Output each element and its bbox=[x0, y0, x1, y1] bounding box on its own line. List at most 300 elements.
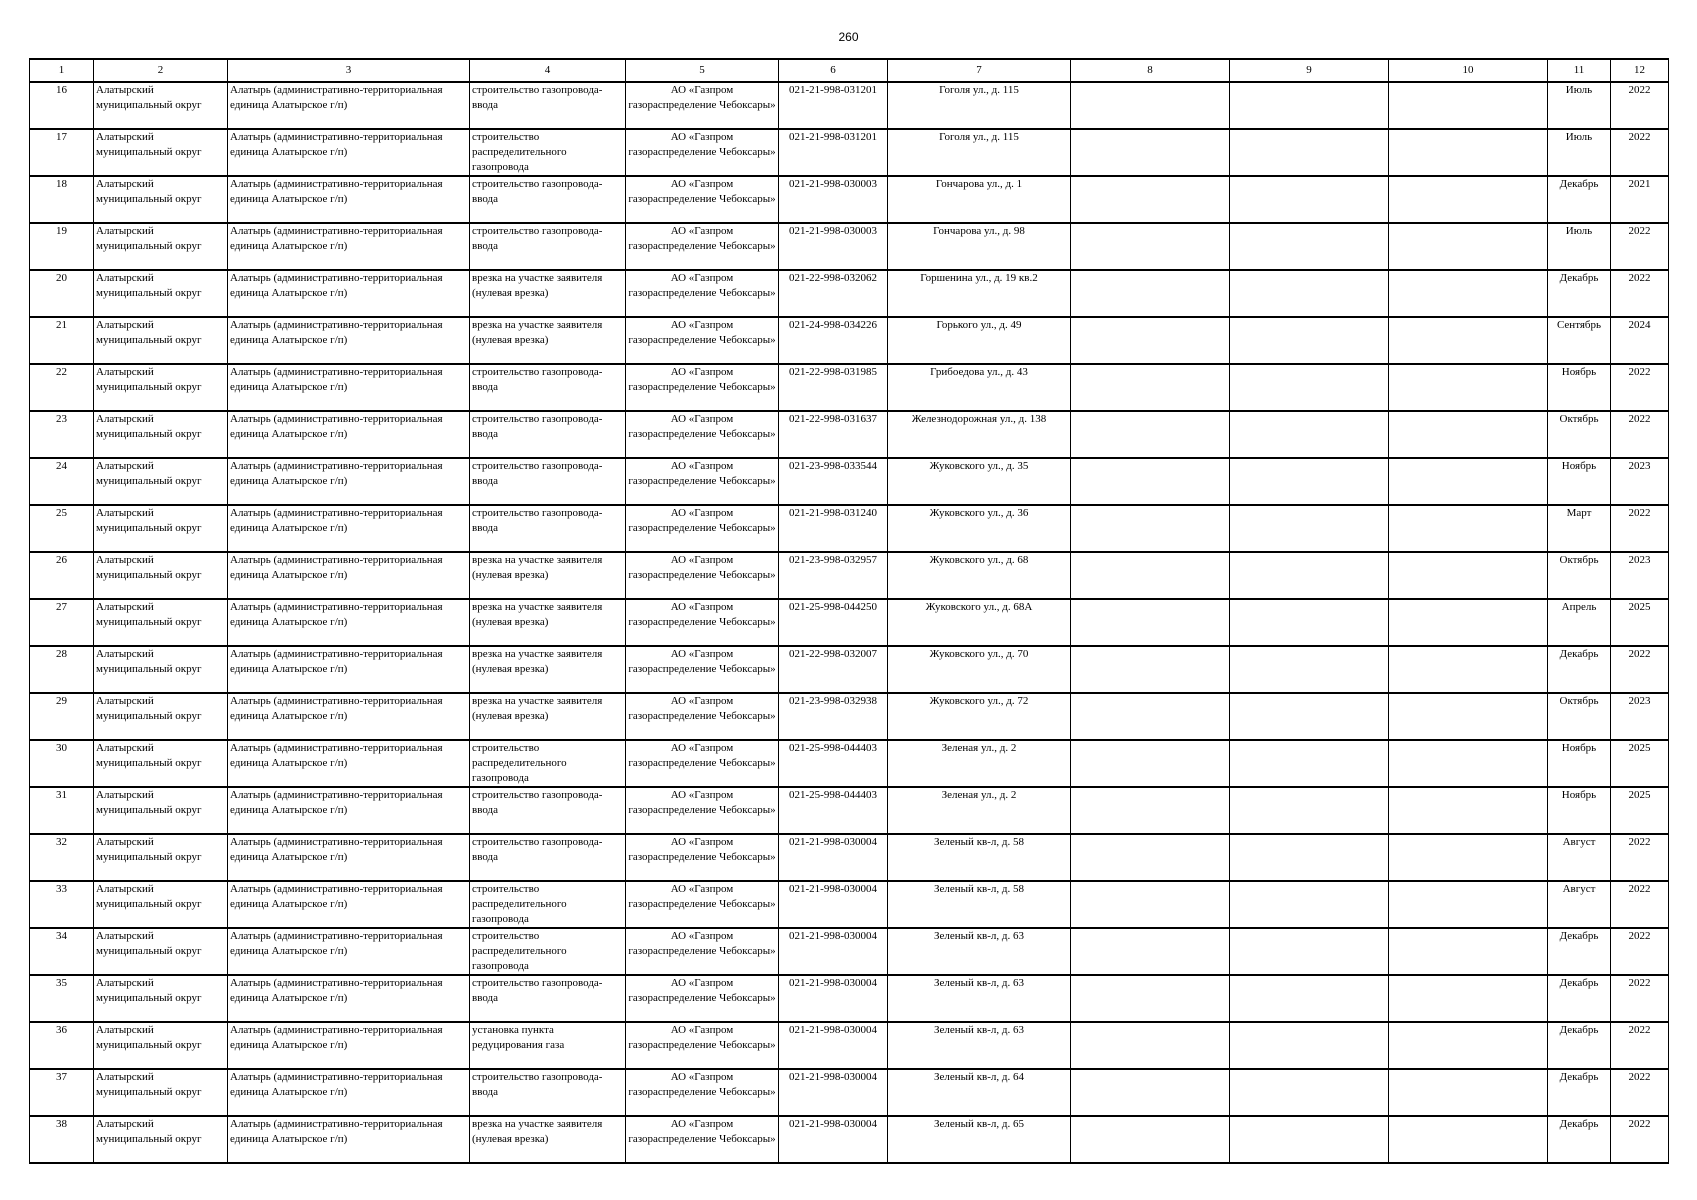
row-number-text: 33 bbox=[56, 883, 67, 895]
column-8-cell-text bbox=[1073, 412, 1227, 457]
address-cell-text: Жуковского ул., д. 70 bbox=[929, 648, 1029, 660]
work-type-cell-text: строительство распределительного газопровода bbox=[472, 883, 567, 925]
organization-cell-text: АО «Газпром газораспределение Чебоксары» bbox=[628, 178, 776, 205]
address-cell-text: Зеленый кв-л, д. 63 bbox=[934, 977, 1024, 989]
column-9-cell-text bbox=[1232, 1070, 1386, 1115]
work-type-cell-text: врезка на участке заявителя (нулевая врезка) bbox=[472, 695, 603, 722]
column-10-cell bbox=[1389, 270, 1548, 317]
row-number bbox=[30, 787, 94, 834]
address-cell bbox=[888, 317, 1071, 364]
district-cell-text: Алатырский муниципальный округ bbox=[96, 366, 202, 393]
column-10-cell-text bbox=[1391, 318, 1545, 363]
work-type-cell bbox=[470, 1022, 626, 1069]
month-cell-text: Декабрь bbox=[1559, 1024, 1599, 1036]
locality-cell-text: Алатырь (административно-территориальная единица Алатырское г/п) bbox=[230, 225, 443, 252]
locality-cell bbox=[228, 129, 470, 176]
table-row bbox=[30, 599, 1669, 646]
year-cell-text: 2023 bbox=[1628, 460, 1651, 472]
column-10-cell-text bbox=[1391, 224, 1545, 269]
year-cell-text: 2024 bbox=[1628, 319, 1651, 331]
table-row bbox=[30, 1022, 1669, 1069]
column-9-cell-text bbox=[1232, 130, 1386, 175]
organization-cell bbox=[626, 975, 779, 1022]
request-code-cell-text: 021-21-998-031201 bbox=[789, 131, 877, 143]
district-cell-text: Алатырский муниципальный округ bbox=[96, 507, 202, 534]
district-cell bbox=[94, 552, 228, 599]
row-number bbox=[30, 599, 94, 646]
row-number-text: 19 bbox=[56, 225, 67, 237]
locality-cell bbox=[228, 975, 470, 1022]
table-row bbox=[30, 693, 1669, 740]
address-cell-text: Жуковского ул., д. 68А bbox=[925, 601, 1033, 613]
month-cell-text: Июль bbox=[1565, 84, 1593, 96]
column-10-cell bbox=[1389, 646, 1548, 693]
address-cell bbox=[888, 223, 1071, 270]
row-number-text: 23 bbox=[56, 413, 67, 425]
row-number bbox=[30, 646, 94, 693]
month-cell bbox=[1548, 599, 1611, 646]
year-cell-text: 2022 bbox=[1628, 1071, 1651, 1083]
table-row bbox=[30, 1069, 1669, 1116]
row-number bbox=[30, 364, 94, 411]
column-10-cell bbox=[1389, 975, 1548, 1022]
locality-cell bbox=[228, 270, 470, 317]
work-type-cell bbox=[470, 552, 626, 599]
column-10-cell bbox=[1389, 458, 1548, 505]
year-cell-text: 2021 bbox=[1628, 178, 1651, 190]
request-code-cell-text: 021-21-998-031201 bbox=[789, 84, 877, 96]
locality-cell-text: Алатырь (административно-территориальная единица Алатырское г/п) bbox=[230, 413, 443, 440]
column-8-cell bbox=[1071, 364, 1230, 411]
year-cell bbox=[1611, 834, 1669, 881]
organization-cell bbox=[626, 646, 779, 693]
table-row bbox=[30, 505, 1669, 552]
row-number-text: 22 bbox=[56, 366, 67, 378]
work-type-cell-text: строительство газопровода-ввода bbox=[472, 977, 603, 1004]
month-cell bbox=[1548, 834, 1611, 881]
column-8-cell-text bbox=[1073, 647, 1227, 692]
work-type-cell-text: врезка на участке заявителя (нулевая врезка) bbox=[472, 1118, 603, 1145]
column-8-cell-text bbox=[1073, 224, 1227, 269]
request-code-cell bbox=[779, 740, 888, 787]
district-cell-text: Алатырский муниципальный округ bbox=[96, 883, 202, 910]
district-cell bbox=[94, 928, 228, 975]
district-cell-text: Алатырский муниципальный округ bbox=[96, 742, 202, 769]
column-9-cell-text bbox=[1232, 741, 1386, 786]
address-cell bbox=[888, 129, 1071, 176]
row-number bbox=[30, 317, 94, 364]
organization-cell bbox=[626, 1116, 779, 1163]
column-9-cell bbox=[1230, 834, 1389, 881]
organization-cell bbox=[626, 693, 779, 740]
work-type-cell bbox=[470, 411, 626, 458]
locality-cell-text: Алатырь (административно-территориальная единица Алатырское г/п) bbox=[230, 789, 443, 816]
column-9-cell-text bbox=[1232, 1023, 1386, 1068]
request-code-cell bbox=[779, 411, 888, 458]
locality-cell-text: Алатырь (административно-территориальная единица Алатырское г/п) bbox=[230, 507, 443, 534]
organization-cell-text: АО «Газпром газораспределение Чебоксары» bbox=[628, 695, 776, 722]
row-number-text: 32 bbox=[56, 836, 67, 848]
column-9-cell bbox=[1230, 599, 1389, 646]
request-code-cell bbox=[779, 505, 888, 552]
locality-cell bbox=[228, 82, 470, 129]
month-cell-text: Ноябрь bbox=[1561, 789, 1597, 801]
address-cell bbox=[888, 270, 1071, 317]
district-cell bbox=[94, 834, 228, 881]
locality-cell-text: Алатырь (административно-территориальная единица Алатырское г/п) bbox=[230, 554, 443, 581]
column-9-cell bbox=[1230, 1116, 1389, 1163]
district-cell bbox=[94, 458, 228, 505]
column-9-cell-text bbox=[1232, 929, 1386, 974]
address-cell-text: Зеленый кв-л, д. 58 bbox=[934, 836, 1024, 848]
column-8-cell bbox=[1071, 82, 1230, 129]
district-cell bbox=[94, 129, 228, 176]
work-type-cell-text: врезка на участке заявителя (нулевая врезка) bbox=[472, 319, 603, 346]
locality-cell bbox=[228, 881, 470, 928]
column-9-cell bbox=[1230, 82, 1389, 129]
request-code-cell bbox=[779, 129, 888, 176]
column-8-cell bbox=[1071, 552, 1230, 599]
year-cell-text: 2022 bbox=[1628, 648, 1651, 660]
address-cell-text: Жуковского ул., д. 68 bbox=[929, 554, 1029, 566]
organization-cell bbox=[626, 129, 779, 176]
year-cell bbox=[1611, 270, 1669, 317]
work-type-cell bbox=[470, 834, 626, 881]
row-number-text: 27 bbox=[56, 601, 67, 613]
column-8-cell bbox=[1071, 787, 1230, 834]
column-header-3: 3 bbox=[228, 59, 470, 82]
column-9-cell bbox=[1230, 411, 1389, 458]
row-number-text: 21 bbox=[56, 319, 67, 331]
district-cell bbox=[94, 1116, 228, 1163]
column-10-cell bbox=[1389, 693, 1548, 740]
column-8-cell-text bbox=[1073, 553, 1227, 598]
locality-cell-text: Алатырь (административно-территориальная единица Алатырское г/п) bbox=[230, 319, 443, 346]
district-cell-text: Алатырский муниципальный округ bbox=[96, 319, 202, 346]
locality-cell-text: Алатырь (административно-территориальная единица Алатырское г/п) bbox=[230, 930, 443, 957]
year-cell bbox=[1611, 599, 1669, 646]
column-10-cell bbox=[1389, 364, 1548, 411]
organization-cell-text: АО «Газпром газораспределение Чебоксары» bbox=[628, 1118, 776, 1145]
column-9-cell-text bbox=[1232, 553, 1386, 598]
month-cell-text: Июль bbox=[1565, 225, 1593, 237]
table-row bbox=[30, 458, 1669, 505]
year-cell bbox=[1611, 176, 1669, 223]
table-row bbox=[30, 317, 1669, 364]
year-cell-text: 2023 bbox=[1628, 695, 1651, 707]
request-code-cell bbox=[779, 270, 888, 317]
column-8-cell bbox=[1071, 646, 1230, 693]
district-cell-text: Алатырский муниципальный округ bbox=[96, 1118, 202, 1145]
locality-cell-text: Алатырь (административно-территориальная единица Алатырское г/п) bbox=[230, 272, 443, 299]
year-cell bbox=[1611, 1116, 1669, 1163]
request-code-cell-text: 021-21-998-031240 bbox=[789, 507, 877, 519]
row-number bbox=[30, 82, 94, 129]
year-cell-text: 2022 bbox=[1628, 930, 1651, 942]
column-header-9: 9 bbox=[1230, 59, 1389, 82]
address-cell bbox=[888, 787, 1071, 834]
year-cell bbox=[1611, 1069, 1669, 1116]
column-10-cell-text bbox=[1391, 1117, 1545, 1162]
column-8-cell bbox=[1071, 458, 1230, 505]
column-8-cell bbox=[1071, 1116, 1230, 1163]
address-cell bbox=[888, 599, 1071, 646]
year-cell bbox=[1611, 411, 1669, 458]
locality-cell-text: Алатырь (административно-территориальная единица Алатырское г/п) bbox=[230, 742, 443, 769]
request-code-cell-text: 021-22-998-032007 bbox=[789, 648, 877, 660]
table-row bbox=[30, 129, 1669, 176]
column-10-cell-text bbox=[1391, 553, 1545, 598]
request-code-cell bbox=[779, 834, 888, 881]
column-9-cell-text bbox=[1232, 1117, 1386, 1162]
work-type-cell-text: строительство газопровода-ввода bbox=[472, 225, 603, 252]
district-cell bbox=[94, 176, 228, 223]
column-8-cell-text bbox=[1073, 929, 1227, 974]
row-number-text: 37 bbox=[56, 1071, 67, 1083]
month-cell bbox=[1548, 176, 1611, 223]
request-code-cell bbox=[779, 317, 888, 364]
district-cell-text: Алатырский муниципальный округ bbox=[96, 1024, 202, 1051]
row-number bbox=[30, 176, 94, 223]
column-9-cell bbox=[1230, 458, 1389, 505]
column-9-cell bbox=[1230, 364, 1389, 411]
column-9-cell-text bbox=[1232, 600, 1386, 645]
organization-cell bbox=[626, 740, 779, 787]
row-number bbox=[30, 693, 94, 740]
column-10-cell-text bbox=[1391, 882, 1545, 927]
district-cell-text: Алатырский муниципальный округ bbox=[96, 84, 202, 111]
district-cell-text: Алатырский муниципальный округ bbox=[96, 178, 202, 205]
organization-cell-text: АО «Газпром газораспределение Чебоксары» bbox=[628, 742, 776, 769]
row-number-text: 24 bbox=[56, 460, 67, 472]
month-cell-text: Декабрь bbox=[1559, 930, 1599, 942]
month-cell-text: Декабрь bbox=[1559, 648, 1599, 660]
request-code-cell-text: 021-21-998-030004 bbox=[789, 977, 877, 989]
year-cell bbox=[1611, 223, 1669, 270]
column-10-cell-text bbox=[1391, 694, 1545, 739]
year-cell bbox=[1611, 364, 1669, 411]
column-8-cell-text bbox=[1073, 741, 1227, 786]
address-cell-text: Зеленая ул., д. 2 bbox=[941, 789, 1017, 801]
column-10-cell-text bbox=[1391, 1023, 1545, 1068]
month-cell-text: Сентябрь bbox=[1556, 319, 1602, 331]
address-cell-text: Зеленый кв-л, д. 65 bbox=[934, 1118, 1024, 1130]
locality-cell-text: Алатырь (административно-территориальная единица Алатырское г/п) bbox=[230, 178, 443, 205]
locality-cell-text: Алатырь (административно-территориальная единица Алатырское г/п) bbox=[230, 460, 443, 487]
row-number bbox=[30, 1116, 94, 1163]
organization-cell bbox=[626, 176, 779, 223]
row-number-text: 16 bbox=[56, 84, 67, 96]
row-number bbox=[30, 881, 94, 928]
row-number-text: 31 bbox=[56, 789, 67, 801]
column-10-cell-text bbox=[1391, 459, 1545, 504]
district-cell-text: Алатырский муниципальный округ bbox=[96, 836, 202, 863]
district-cell-text: Алатырский муниципальный округ bbox=[96, 460, 202, 487]
year-cell bbox=[1611, 129, 1669, 176]
column-8-cell bbox=[1071, 693, 1230, 740]
month-cell-text: Декабрь bbox=[1559, 1071, 1599, 1083]
year-cell bbox=[1611, 740, 1669, 787]
work-type-cell-text: врезка на участке заявителя (нулевая врезка) bbox=[472, 648, 603, 675]
address-cell bbox=[888, 928, 1071, 975]
month-cell-text: Октябрь bbox=[1559, 695, 1599, 707]
year-cell-text: 2022 bbox=[1628, 836, 1651, 848]
locality-cell bbox=[228, 646, 470, 693]
month-cell bbox=[1548, 646, 1611, 693]
organization-cell-text: АО «Газпром газораспределение Чебоксары» bbox=[628, 84, 776, 111]
organization-cell-text: АО «Газпром газораспределение Чебоксары» bbox=[628, 131, 776, 158]
table-body bbox=[30, 82, 1669, 1163]
year-cell bbox=[1611, 458, 1669, 505]
month-cell bbox=[1548, 505, 1611, 552]
district-cell bbox=[94, 223, 228, 270]
row-number bbox=[30, 834, 94, 881]
address-cell-text: Зеленый кв-л, д. 58 bbox=[934, 883, 1024, 895]
month-cell bbox=[1548, 223, 1611, 270]
organization-cell bbox=[626, 411, 779, 458]
work-type-cell-text: врезка на участке заявителя (нулевая врезка) bbox=[472, 601, 603, 628]
year-cell bbox=[1611, 552, 1669, 599]
month-cell-text: Апрель bbox=[1561, 601, 1597, 613]
column-8-cell-text bbox=[1073, 600, 1227, 645]
table-row bbox=[30, 1116, 1669, 1163]
column-8-cell-text bbox=[1073, 318, 1227, 363]
locality-cell bbox=[228, 411, 470, 458]
locality-cell-text: Алатырь (административно-территориальная единица Алатырское г/п) bbox=[230, 648, 443, 675]
request-code-cell bbox=[779, 975, 888, 1022]
year-cell-text: 2022 bbox=[1628, 977, 1651, 989]
column-10-cell bbox=[1389, 1069, 1548, 1116]
organization-cell-text: АО «Газпром газораспределение Чебоксары» bbox=[628, 460, 776, 487]
request-code-cell bbox=[779, 928, 888, 975]
column-8-cell-text bbox=[1073, 1023, 1227, 1068]
district-cell-text: Алатырский муниципальный округ bbox=[96, 554, 202, 581]
locality-cell bbox=[228, 317, 470, 364]
row-number-text: 28 bbox=[56, 648, 67, 660]
column-10-cell-text bbox=[1391, 929, 1545, 974]
work-type-cell-text: строительство распределительного газопровода bbox=[472, 930, 567, 972]
column-9-cell-text bbox=[1232, 177, 1386, 222]
column-9-cell-text bbox=[1232, 647, 1386, 692]
table-row bbox=[30, 176, 1669, 223]
request-code-cell bbox=[779, 646, 888, 693]
district-cell bbox=[94, 740, 228, 787]
table-row bbox=[30, 364, 1669, 411]
address-cell bbox=[888, 1022, 1071, 1069]
year-cell bbox=[1611, 881, 1669, 928]
organization-cell-text: АО «Газпром газораспределение Чебоксары» bbox=[628, 507, 776, 534]
column-10-cell-text bbox=[1391, 412, 1545, 457]
row-number bbox=[30, 1022, 94, 1069]
row-number bbox=[30, 505, 94, 552]
work-type-cell-text: строительство газопровода-ввода bbox=[472, 836, 603, 863]
column-9-cell-text bbox=[1232, 506, 1386, 551]
column-9-cell bbox=[1230, 1022, 1389, 1069]
column-9-cell bbox=[1230, 129, 1389, 176]
work-type-cell-text: врезка на участке заявителя (нулевая врезка) bbox=[472, 554, 603, 581]
month-cell-text: Декабрь bbox=[1559, 178, 1599, 190]
organization-cell-text: АО «Газпром газораспределение Чебоксары» bbox=[628, 1024, 776, 1051]
column-9-cell-text bbox=[1232, 271, 1386, 316]
request-code-cell bbox=[779, 881, 888, 928]
year-cell bbox=[1611, 975, 1669, 1022]
address-cell-text: Гончарова ул., д. 1 bbox=[935, 178, 1023, 190]
address-cell bbox=[888, 411, 1071, 458]
column-8-cell bbox=[1071, 129, 1230, 176]
month-cell bbox=[1548, 1116, 1611, 1163]
row-number bbox=[30, 129, 94, 176]
row-number bbox=[30, 411, 94, 458]
address-cell bbox=[888, 1116, 1071, 1163]
request-code-cell-text: 021-21-998-030004 bbox=[789, 836, 877, 848]
address-cell bbox=[888, 834, 1071, 881]
year-cell-text: 2025 bbox=[1628, 789, 1651, 801]
work-type-cell-text: строительство распределительного газопровода bbox=[472, 742, 567, 784]
organization-cell-text: АО «Газпром газораспределение Чебоксары» bbox=[628, 225, 776, 252]
year-cell bbox=[1611, 317, 1669, 364]
column-8-cell-text bbox=[1073, 788, 1227, 833]
table-row bbox=[30, 223, 1669, 270]
work-type-cell bbox=[470, 364, 626, 411]
month-cell-text: Август bbox=[1562, 836, 1596, 848]
work-type-cell bbox=[470, 223, 626, 270]
organization-cell-text: АО «Газпром газораспределение Чебоксары» bbox=[628, 648, 776, 675]
row-number bbox=[30, 975, 94, 1022]
work-type-cell-text: строительство газопровода-ввода bbox=[472, 366, 603, 393]
address-cell bbox=[888, 693, 1071, 740]
district-cell-text: Алатырский муниципальный округ bbox=[96, 930, 202, 957]
month-cell bbox=[1548, 975, 1611, 1022]
row-number bbox=[30, 458, 94, 505]
organization-cell bbox=[626, 552, 779, 599]
district-cell bbox=[94, 505, 228, 552]
request-code-cell bbox=[779, 693, 888, 740]
district-cell bbox=[94, 364, 228, 411]
year-cell-text: 2022 bbox=[1628, 84, 1651, 96]
locality-cell bbox=[228, 552, 470, 599]
address-cell-text: Гоголя ул., д. 115 bbox=[939, 131, 1019, 143]
column-header-7: 7 bbox=[888, 59, 1071, 82]
month-cell bbox=[1548, 787, 1611, 834]
month-cell-text: Декабрь bbox=[1559, 977, 1599, 989]
request-code-cell-text: 021-21-998-030004 bbox=[789, 1071, 877, 1083]
month-cell-text: Ноябрь bbox=[1561, 460, 1597, 472]
work-type-cell bbox=[470, 1069, 626, 1116]
request-code-cell-text: 021-25-998-044403 bbox=[789, 789, 877, 801]
request-code-cell bbox=[779, 364, 888, 411]
work-type-cell bbox=[470, 693, 626, 740]
district-cell-text: Алатырский муниципальный округ bbox=[96, 225, 202, 252]
column-10-cell-text bbox=[1391, 1070, 1545, 1115]
column-header-10: 10 bbox=[1389, 59, 1548, 82]
column-10-cell bbox=[1389, 129, 1548, 176]
column-8-cell-text bbox=[1073, 976, 1227, 1021]
month-cell bbox=[1548, 881, 1611, 928]
column-10-cell-text bbox=[1391, 647, 1545, 692]
column-header-1: 1 bbox=[30, 59, 94, 82]
district-cell-text: Алатырский муниципальный округ bbox=[96, 977, 202, 1004]
district-cell-text: Алатырский муниципальный округ bbox=[96, 695, 202, 722]
year-cell bbox=[1611, 787, 1669, 834]
column-10-cell-text bbox=[1391, 365, 1545, 410]
work-type-cell-text: строительство газопровода-ввода bbox=[472, 460, 603, 487]
row-number-text: 35 bbox=[56, 977, 67, 989]
year-cell-text: 2022 bbox=[1628, 507, 1651, 519]
column-10-cell bbox=[1389, 928, 1548, 975]
row-number-text: 18 bbox=[56, 178, 67, 190]
work-type-cell-text: строительство газопровода-ввода bbox=[472, 1071, 603, 1098]
locality-cell bbox=[228, 364, 470, 411]
